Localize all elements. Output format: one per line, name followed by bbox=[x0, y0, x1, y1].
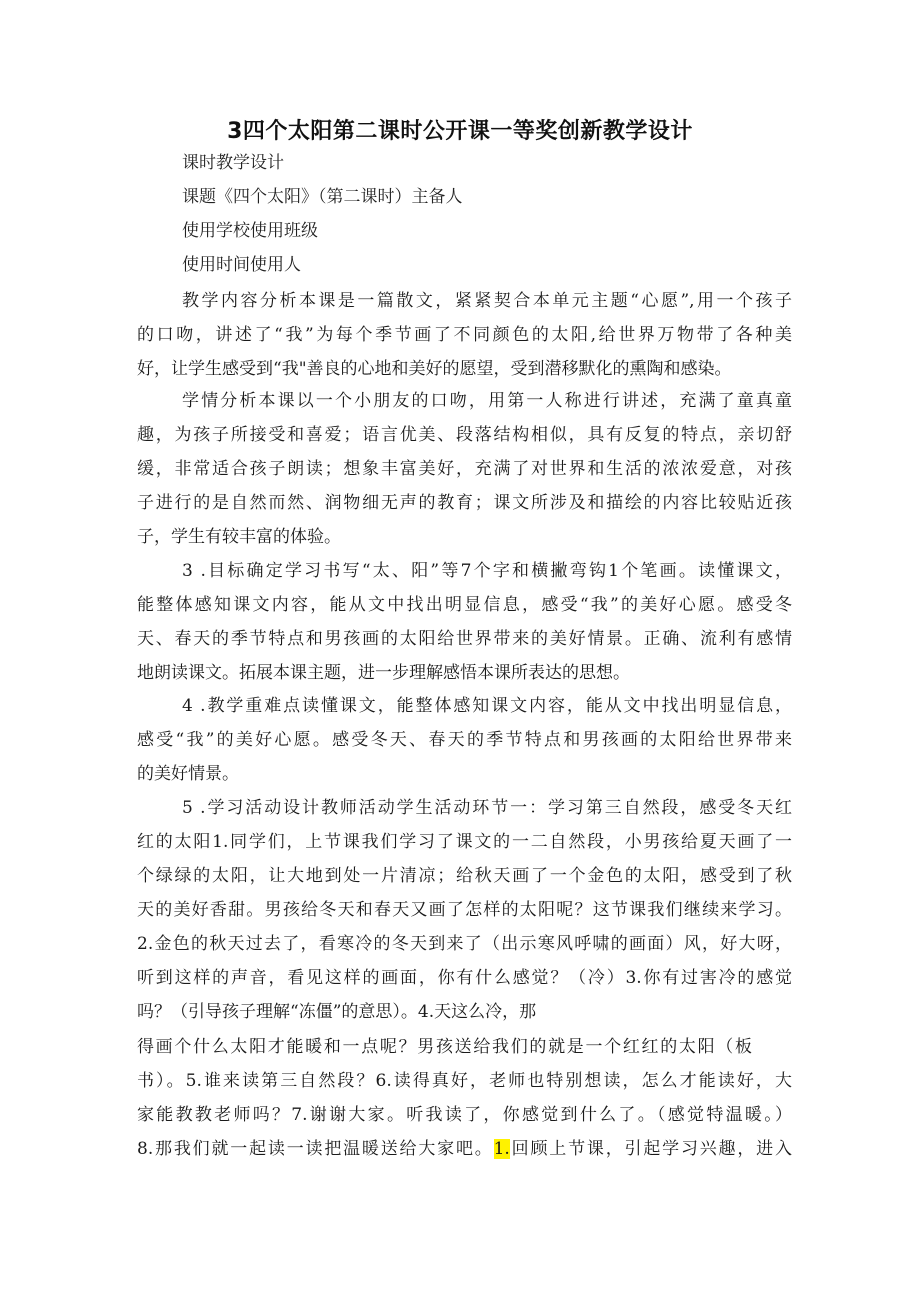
paragraph-activity-continued bbox=[137, 1030, 792, 1166]
text-line: 2.金色的秋天过去了，看寒冷的冬天到来了（出示寒风呼啸的画面）风，好大呀， bbox=[137, 934, 792, 954]
text-line-last bbox=[137, 1132, 792, 1166]
text-line: 红的太阳1.同学们，上节课我们学习了课文的一二自然段，小男孩给夏天画了一 bbox=[137, 832, 792, 852]
highlighted-number: 1. bbox=[493, 1139, 510, 1159]
text-line: 个绿绿的太阳，让大地到处一片清凉；给秋天画了一个金色的太阳，感受到了秋 bbox=[137, 866, 792, 886]
text-line: 听到这样的声音，看见这样的画面，你有什么感觉？（冷）3.你有过害冷的感觉 bbox=[137, 968, 792, 988]
meta-line-school: 使用学校使用班级 bbox=[182, 221, 318, 241]
text-line: 感受“我”的美好心愿。感受冬天、春天的季节特点和男孩画的太阳给世界带来 bbox=[137, 730, 792, 750]
text-line-segment: 8.那我们就一起读一读把温暖送给大家吧。 bbox=[137, 1139, 494, 1159]
text-line: 趣，为孩子所接受和喜爱；语言优美、段落结构相似，具有反复的特点，亲切舒 bbox=[137, 425, 792, 445]
text-line: 天的美好香甜。男孩给冬天和春天又画了怎样的太阳呢？这节课我们继续来学习。 bbox=[137, 900, 792, 920]
text-line: 的美好情景。 bbox=[137, 764, 239, 784]
text-line: 好，让学生感受到“我"善良的心地和美好的愿望，受到潜移默化的熏陶和感染。 bbox=[137, 359, 732, 379]
text-line: 教学内容分析本课是一篇散文，紧紧契合本单元主题“心愿”,用一个孩子 bbox=[182, 291, 792, 311]
text-line: 子，学生有较丰富的体验。 bbox=[137, 527, 341, 547]
text-line: 得画个什么太阳才能暖和一点呢？男孩送给我们的就是一个红红的太阳（板 bbox=[137, 1037, 752, 1057]
paragraph-key-points bbox=[137, 689, 792, 791]
text-line: 4 .教学重难点读懂课文，能整体感知课文内容，能从文中找出明显信息， bbox=[182, 696, 792, 716]
text-line: 能整体感知课文内容，能从文中找出明显信息，感受“我”的美好心愿。感受冬 bbox=[137, 595, 792, 615]
paragraph-content-analysis bbox=[137, 284, 792, 386]
text-line: 5 .学习活动设计教师活动学生活动环节一：学习第三自然段，感受冬天红 bbox=[182, 798, 792, 818]
text-line: 书）。5.谁来读第三自然段？6.读得真好，老师也特别想读，怎么才能读好，大 bbox=[137, 1071, 792, 1091]
text-line: 学情分析本课以一个小朋友的口吻，用第一人称进行讲述，充满了童真童 bbox=[182, 391, 792, 411]
paragraph-learner-analysis bbox=[137, 384, 792, 554]
text-line: 的口吻，讲述了“我”为每个季节画了不同颜色的太阳,给世界万物带了各种美 bbox=[137, 325, 792, 345]
text-line: 吗？（引导孩子理解“冻僵”的意思）。4.天这么冷，那 bbox=[137, 1002, 537, 1022]
text-line: 3 .目标确定学习书写“太、阳”等7个字和横撇弯钩1个笔画。读懂课文， bbox=[182, 561, 792, 581]
text-line: 地朗读课文。拓展本课主题，进一步理解感悟本课所表达的思想。 bbox=[137, 663, 630, 683]
meta-line-lesson-design: 课时教学设计 bbox=[182, 153, 284, 173]
paragraph-activity-design bbox=[137, 791, 792, 1029]
text-line: 子进行的是自然而然、润物细无声的教育；课文所涉及和描绘的内容比较贴近孩 bbox=[137, 493, 792, 513]
text-line-segment: 回顾上节课，引起学习兴趣，进入 bbox=[509, 1139, 792, 1159]
text-line: 天、春天的季节特点和男孩画的太阳给世界带来的美好情景。正确、流利有感情 bbox=[137, 629, 792, 649]
meta-line-time: 使用时间使用人 bbox=[182, 255, 301, 275]
meta-line-topic: 课题《四个太阳》（第二课时）主备人 bbox=[182, 187, 463, 207]
paragraph-objectives bbox=[137, 554, 792, 690]
document-title: 3四个太阳第二课时公开课一等奖创新教学设计 bbox=[227, 119, 693, 144]
text-line: 缓，非常适合孩子朗读；想象丰富美好，充满了对世界和生活的浓浓爱意，对孩 bbox=[137, 459, 792, 479]
text-line: 家能教教老师吗？7.谢谢大家。听我读了，你感觉到什么了。（感觉特温暖。） bbox=[137, 1105, 792, 1125]
